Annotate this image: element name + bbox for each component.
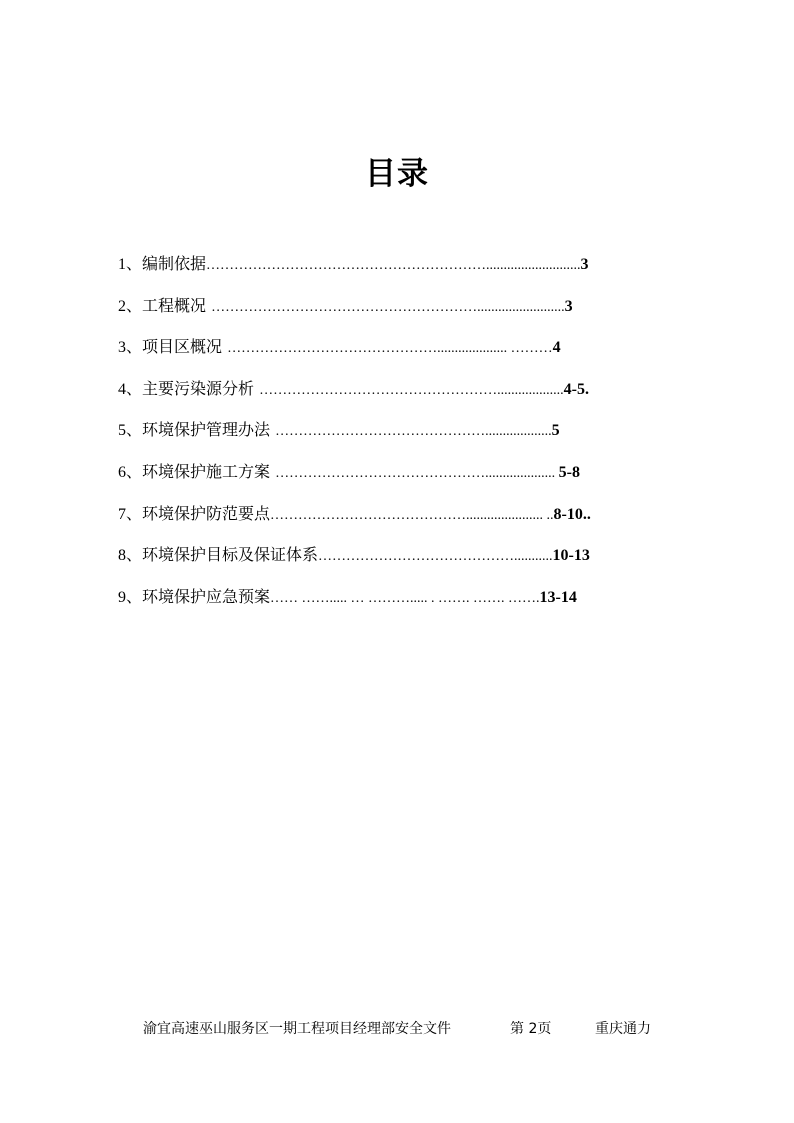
- toc-entry-number: 3、: [118, 339, 143, 357]
- toc-entry-title: 环境保护管理办法: [142, 420, 276, 440]
- toc-entry-page: 3: [564, 297, 573, 315]
- toc-entry-page: 13-14: [539, 588, 577, 606]
- toc-entry-2[interactable]: [118, 290, 678, 332]
- toc-entry-title: 主要污染源分析: [142, 378, 260, 398]
- toc-entry-number: 2、: [118, 297, 143, 315]
- toc-dot-leader: ………………………………………………….........................: [211, 299, 565, 315]
- toc-entry-number: 4、: [118, 380, 143, 398]
- footer-page-number: 第 2页: [510, 1021, 552, 1037]
- toc-entry-page: 10-13: [552, 547, 590, 565]
- toc-dot-leader: ……………………………………...................... ..: [270, 507, 554, 523]
- toc-entry-title: 环境保护施工方案: [142, 461, 276, 481]
- toc-entry-page: 4: [552, 339, 561, 357]
- toc-entry-9[interactable]: [118, 581, 678, 623]
- toc-entry-page: 4-5.: [563, 380, 589, 398]
- toc-entry-page: 3: [580, 256, 589, 273]
- toc-entry-number: 5、: [118, 422, 143, 440]
- toc-entry-page: 5-8: [558, 463, 580, 481]
- document-title: 目录: [365, 156, 429, 192]
- toc-entry-number: 8、: [118, 547, 143, 565]
- toc-dot-leader: …… ……..... … ………..... . ……. ……. …….: [270, 590, 540, 606]
- toc-entry-number: 1、: [118, 256, 143, 273]
- footer-company: 重庆通力: [595, 1021, 651, 1037]
- toc-entry-page: 5: [551, 422, 560, 440]
- toc-entry-title: 环境保护应急预案: [142, 586, 271, 606]
- toc-entry-4[interactable]: [118, 373, 678, 415]
- toc-entry-1[interactable]: [118, 248, 678, 290]
- toc-entry-page: 8-10..: [553, 505, 591, 523]
- toc-entry-title: 项目区概况: [142, 337, 228, 357]
- toc-entry-3[interactable]: [118, 331, 678, 373]
- toc-dot-leader: ……………………………………….................... ………: [227, 341, 553, 357]
- toc-dot-leader: ……………………………………………...................: [259, 382, 564, 398]
- toc-entry-title: 工程概况: [142, 295, 212, 315]
- toc-dot-leader: ………………………………………....................: [275, 465, 559, 481]
- toc-entry-title: 编制依据: [142, 254, 207, 273]
- toc-entry-8[interactable]: [118, 539, 678, 581]
- toc-entry-title: 环境保护防范要点: [142, 503, 271, 523]
- toc-entry-title: 环境保护目标及保证体系: [142, 545, 319, 565]
- toc-entry-5[interactable]: [118, 414, 678, 456]
- toc-entry-number: 9、: [118, 588, 143, 606]
- toc-dot-leader: ………………………………………...................: [275, 424, 552, 440]
- footer-document-name: 渝宜高速巫山服务区一期工程项目经理部安全文件: [143, 1021, 451, 1037]
- toc-dot-leader: ……………………………………...........: [318, 549, 553, 565]
- table-of-contents: [118, 248, 678, 622]
- toc-entry-number: 7、: [118, 505, 143, 523]
- toc-entry-7[interactable]: [118, 498, 678, 540]
- toc-entry-number: 6、: [118, 463, 143, 481]
- toc-entry-6[interactable]: [118, 456, 678, 498]
- toc-dot-leader: ……………………………………………………...........................: [206, 258, 581, 273]
